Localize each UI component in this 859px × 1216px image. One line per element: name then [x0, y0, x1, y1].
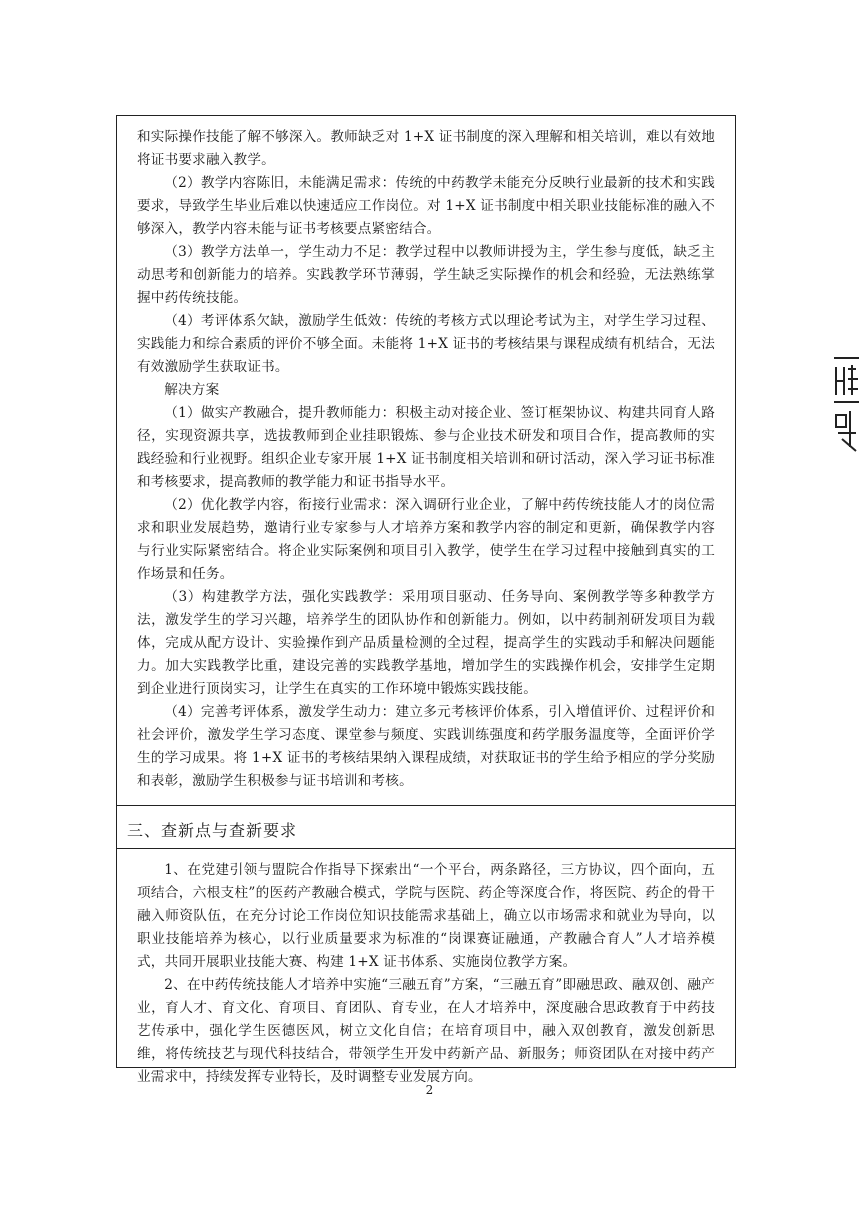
novelty-points-section: [117, 849, 735, 1089]
paragraph: 2、在中药传统技能人才培养中实施“三融五育”方案，“三融五育”即融思政、融双创、融产业，育人才、育文化、育项目、育团队、育专业，在人才培养中，深度融合思政教育于中药技艺传承中，强化学生医德医风，树立文化自信；在培育项目中，融入双创教育，激发创新思维，将传统技艺与现代科技结合，带领学生开发中药新产品、新服务；师资团队在对接中药产业需求中，持续发挥专业特长，及时调整专业发展方向。: [137, 977, 715, 1085]
paragraph: （2）优化教学内容，衔接行业需求：深入调研行业企业，了解中药传统技能人才的岗位需求和职业发展趋势，邀请行业专家参与人才培养方案和教学内容的制定和更新，确保教学内容与行业实际紧密结合。将企业实际案例和项目引入教学，使学生在学习过程中接触到真实的工作场景和任务。: [137, 497, 715, 582]
stamp-mark-icon: [830, 355, 859, 455]
paragraph: 和实际操作技能了解不够深入。教师缺乏对 1+X 证书制度的深入理解和相关培训，难以有效地将证书要求融入教学。: [137, 129, 715, 168]
content-table-frame: [116, 115, 736, 1085]
paragraph: （4）完善考评体系，激发学生动力：建立多元考核评价体系，引入增值评价、过程评价和社会评价，激发学生学习态度、课堂参与频度、实践训练强度和药学服务温度等，全面评价学生的学习成果。将 1+X 证书的考核结果纳入课程成绩，对获取证书的学生给予相应的学分奖励和表彰，激励学生积极参与证书培训和考核。: [137, 704, 715, 789]
binding-stamp-fragment: [830, 355, 859, 455]
paragraph: （3）构建教学方法，强化实践教学：采用项目驱动、任务导向、案例教学等多种教学方法，激发学生的学习兴趣，培养学生的团队协作和创新能力。例如，以中药制剂研发项目为载体，完成从配方设计、实验操作到产品质量检测的全过程，提高学生的实践动手和解决问题能力。加大实践教学比重，建设完善的实践教学基地，增加学生的实践操作机会，安排学生定期到企业进行顶岗实习，让学生在真实的工作环境中锻炼实践技能。: [137, 589, 715, 697]
paragraph: 1、在党建引领与盟院合作指导下探索出“一个平台，两条路径，三方协议，四个面向，五项结合，六根支柱”的医药产教融合模式，学院与医院、药企等深度合作，将医院、药企的骨干融入师资队伍，在充分讨论工作岗位知识技能需求基础上，确立以市场需求和就业为导向，以职业技能培养为核心，以行业质量要求为标准的“岗课赛证融通，产教融合育人”人才培养模式，共同开展职业技能大赛、构建 1+X 证书体系、实施岗位教学方案。: [137, 862, 715, 970]
paragraph: （4）考评体系欠缺，激励学生低效：传统的考核方式以理论考试为主，对学生学习过程、实践能力和综合素质的评价不够全面。未能将 1+X 证书的考核结果与课程成绩有机结合，无法有效激励学生获取证书。: [137, 313, 715, 375]
solution-subheading: 解决方案: [164, 382, 220, 398]
section-heading-row: [117, 806, 735, 849]
paragraph: （3）教学方法单一，学生动力不足：教学过程中以教师讲授为主，学生参与度低，缺乏主动思考和创新能力的培养。实践教学环节薄弱，学生缺乏实际操作的机会和经验，无法熟练掌握中药传统技能。: [137, 244, 715, 306]
page-number: 2: [425, 1083, 434, 1097]
paragraph: （1）做实产教融合，提升教师能力：积极主动对接企业、签订框架协议、构建共同育人路径，实现资源共享，选拔教师到企业挂职锻炼、参与企业技术研发和项目合作，提高教师的实践经验和行业视野。组织企业专家开展 1+X 证书制度相关培训和研讨活动，深入学习证书标准和考核要求，提高教师的教学能力和证书指导水平。: [137, 405, 715, 490]
problem-solution-section: [117, 116, 735, 806]
paragraph: （2）教学内容陈旧，未能满足需求：传统的中药教学未能充分反映行业最新的技术和实践要求，导致学生毕业后难以快速适应工作岗位。对 1+X 证书制度中相关职业技能标准的融入不够深入，教学内容未能与证书考核要点紧密结合。: [137, 175, 715, 237]
section-heading: 三、查新点与查新要求: [127, 821, 298, 840]
